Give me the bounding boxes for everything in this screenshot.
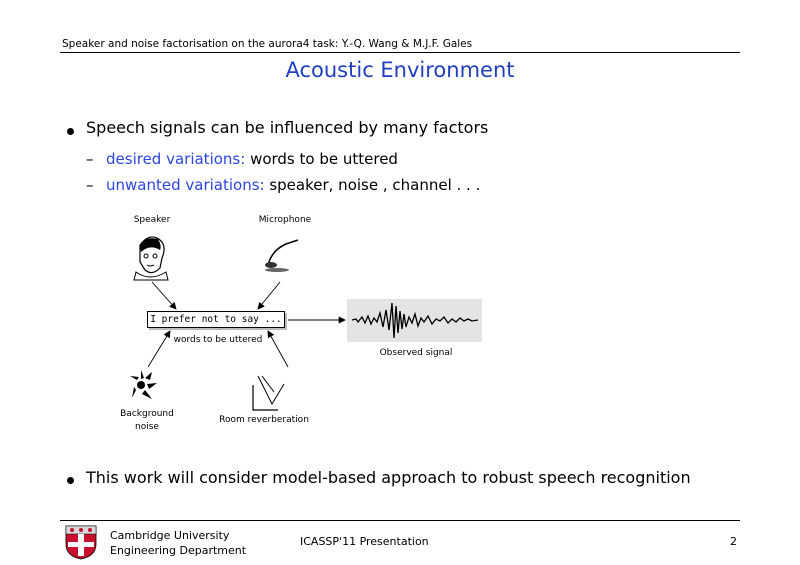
bullet-this-work: This work will consider model-based approach to robust speech recognition: [86, 468, 691, 487]
words-to-be-uttered-label: words to be uttered: [173, 335, 263, 345]
slide-title: Acoustic Environment: [285, 58, 515, 82]
noise-arrow: [148, 331, 170, 367]
dash-marker: –: [86, 176, 94, 194]
unwanted-variations-text: speaker, noise , channel . . .: [264, 176, 481, 194]
sentence-box: I prefer not to say ...: [147, 311, 285, 328]
desired-variations-text: words to be uttered: [245, 150, 398, 168]
speaker-label: Speaker: [133, 215, 171, 225]
desired-variations-label: desired variations:: [106, 150, 246, 168]
speaker-arrow: [152, 282, 176, 309]
cambridge-crest-logo: [64, 524, 98, 560]
bullet-speech-signals: Speech signals can be influenced by many factors: [86, 118, 489, 137]
footer-event: ICASSP'11 Presentation: [300, 535, 429, 548]
page-number: 2: [730, 535, 737, 548]
unwanted-variations-label: unwanted variations:: [106, 176, 265, 194]
observed-signal-waveform: [347, 299, 482, 342]
footer-organization: [110, 528, 246, 558]
footer-university: Cambridge University: [110, 529, 230, 542]
microphone-icon: [265, 240, 298, 272]
room-reverberation-label: Room reverberation: [219, 415, 309, 425]
dash-marker: –: [86, 150, 94, 168]
bullet-dot: [67, 477, 74, 484]
observed-signal-label: Observed signal: [379, 348, 453, 358]
room-reverberation-icon: [253, 376, 284, 410]
speaker-face-icon: [134, 237, 168, 280]
microphone-arrow: [258, 282, 280, 309]
background-noise-label: Background noise: [120, 409, 174, 432]
background-noise-icon: [130, 370, 157, 399]
reverb-arrow: [268, 331, 288, 367]
microphone-label: Microphone: [258, 215, 312, 225]
footer-department: Engineering Department: [110, 544, 247, 557]
footer-divider: [60, 520, 740, 521]
running-header: Speaker and noise factorisation on the aurora4 task: Y.-Q. Wang & M.J.F. Gales: [62, 38, 473, 50]
